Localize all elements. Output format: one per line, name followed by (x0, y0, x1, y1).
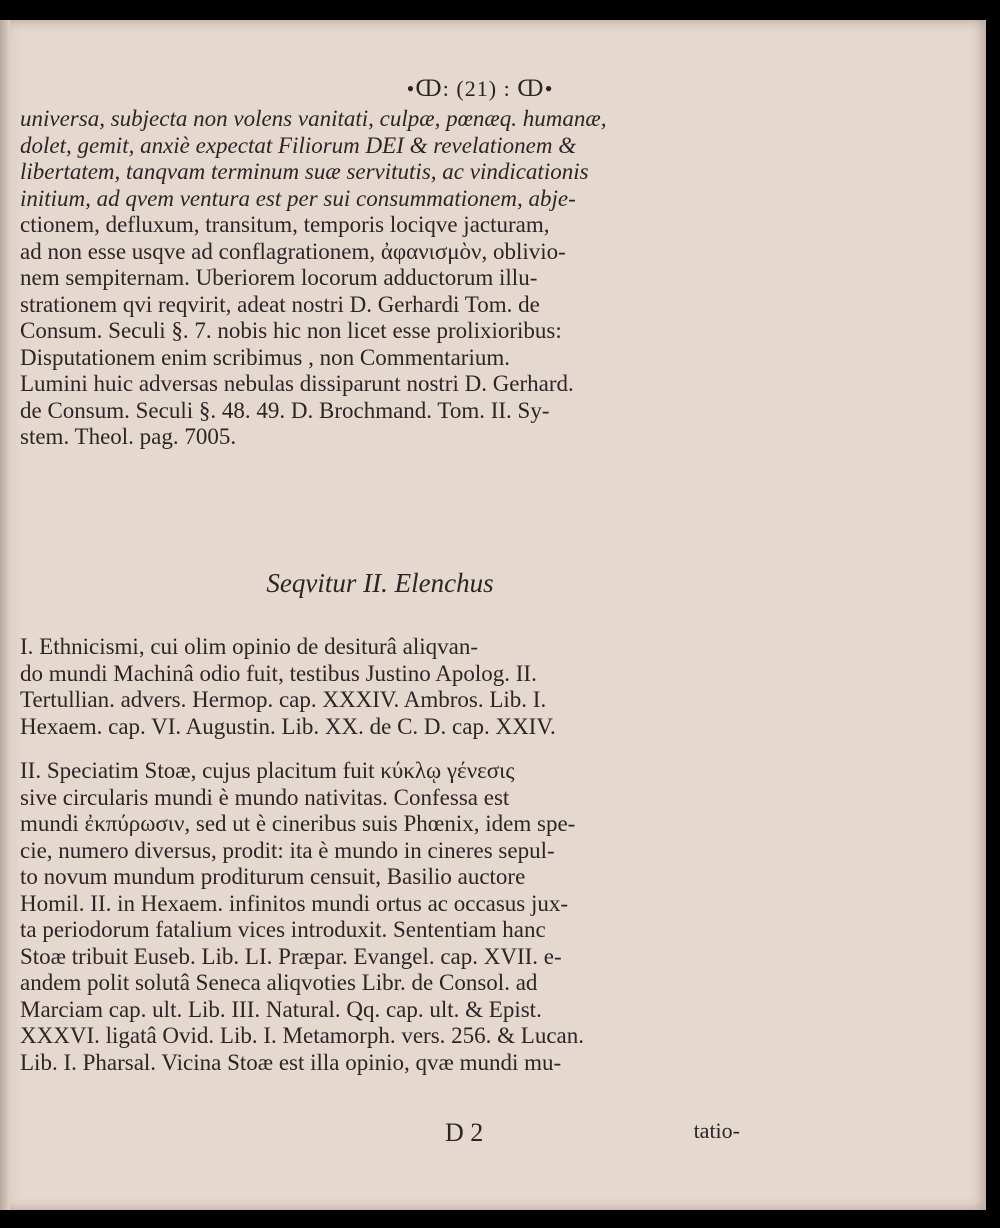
text-line: ta periodorum fatalium vices introduxit. Sententiam hanc (20, 917, 546, 942)
text-line: ctionem, defluxum, transitum, temporis lociqve jacturam, (20, 212, 550, 237)
paragraph-1 (20, 106, 740, 451)
text-line: universa, subjecta non volens vanitati, culpæ, pœnæq. humanæ, (20, 106, 607, 131)
text-line: Stoæ tribuit Euseb. Lib. LI. Præpar. Evangel. cap. XVII. e- (20, 943, 562, 969)
text-line: mundi ἐκπύρωσιν, sed ut è cineribus suis Phœnix, idem spe- (20, 811, 576, 836)
text-line: dolet, gemit, anxiè expectat Filiorum DEI & revelationem & (20, 132, 577, 158)
signature-mark: D 2 (445, 1118, 484, 1147)
page-header: •ↀ: (21) : ↀ• (406, 76, 554, 101)
page-edge (0, 20, 10, 1210)
text-line: II. Speciatim Stoæ, cujus placitum fuit κύκλῳ γένεσις (20, 758, 515, 783)
text-line: Homil. II. in Hexaem. infinitos mundi ortus ac occasus jux- (20, 890, 569, 916)
text-line: I. Ethnicismi, cui olim opinio de desiturâ aliqvan- (20, 634, 478, 659)
text-line: andem polit solutâ Seneca aliqvoties Libr. de Consol. ad (20, 970, 538, 995)
text-line: initium, ad qvem ventura est per sui consummationem, abje- (20, 185, 576, 211)
text-line: XXXVI. ligatâ Ovid. Lib. I. Metamorph. vers. 256. & Lucan. (20, 1023, 585, 1048)
text-line: Lumini huic adversas nebulas dissiparunt nostri D. Gerhard. (20, 371, 574, 396)
text-line: Consum. Seculi §. 7. nobis hic non licet esse prolixioribus: (20, 318, 562, 343)
paragraph-2 (20, 634, 740, 740)
text-line: do mundi Machinâ odio fuit, testibus Justino Apolog. II. (20, 660, 537, 686)
text-line: ad non esse usqve ad conflagrationem, ἀφανισμὸν, oblivio- (20, 238, 566, 264)
text-line: strationem qvi reqvirit, adeat nostri D. Gerhardi Tom. de (20, 291, 540, 317)
book-page (0, 20, 986, 1210)
section-title: Seqvitur II. Elenchus (266, 568, 494, 598)
text-line: Lib. I. Pharsal. Vicina Stoæ est illa opinio, qvæ mundi mu- (20, 1049, 562, 1075)
catchword: tatio- (693, 1118, 740, 1143)
text-line: sive circularis mundi è mundo nativitas. Confessa est (20, 784, 510, 810)
text-line: libertatem, tanqvam terminum suæ servitutis, ac vindicationis (20, 159, 589, 184)
text-line: stem. Theol. pag. 7005. (20, 424, 237, 449)
page-footer (20, 1118, 740, 1148)
text-line: Disputationem enim scribimus , non Commentarium. (20, 344, 510, 370)
text-line: to novum mundum proditurum censuit, Basilio auctore (20, 864, 526, 889)
text-line: nem sempiternam. Uberiorem locorum adductorum illu- (20, 265, 538, 290)
text-line: cie, numero diversus, prodit: ita è mundo in cineres sepul- (20, 837, 555, 863)
text-line: Tertullian. advers. Hermop. cap. XXXIV. Ambros. Lib. I. (20, 687, 547, 712)
text-line: Marciam cap. ult. Lib. III. Natural. Qq. cap. ult. & Epist. (20, 996, 542, 1022)
paragraph-3 (20, 758, 740, 1076)
text-line: Hexaem. cap. VI. Augustin. Lib. XX. de C. D. cap. XXIV. (20, 713, 556, 739)
text-line: de Consum. Seculi §. 48. 49. D. Brochmand. Tom. II. Sy- (20, 397, 550, 423)
